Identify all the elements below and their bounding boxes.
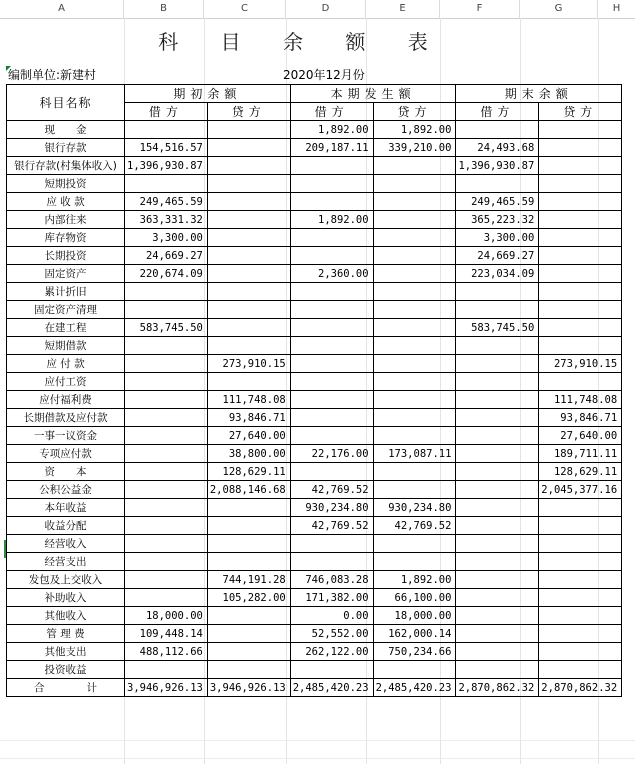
closing-credit-cell[interactable] (539, 625, 622, 643)
opening-debit-cell[interactable] (125, 445, 208, 463)
opening-debit-cell[interactable] (125, 175, 208, 193)
current-debit-cell[interactable]: 22,176.00 (290, 445, 373, 463)
column-header-d[interactable]: D (286, 0, 366, 18)
closing-debit-cell[interactable] (456, 301, 539, 319)
table-row (7, 355, 622, 373)
closing-credit-cell[interactable] (539, 139, 622, 157)
opening-debit-cell[interactable] (125, 121, 208, 139)
opening-credit-cell[interactable] (207, 247, 290, 265)
current-credit-cell[interactable] (373, 193, 456, 211)
table-row (7, 661, 622, 679)
current-debit-cell[interactable]: 42,769.52 (290, 481, 373, 499)
closing-credit-cell[interactable] (539, 337, 622, 355)
current-credit-cell[interactable] (373, 319, 456, 337)
current-debit-cell[interactable] (290, 373, 373, 391)
subject-cell[interactable]: 收益分配 (7, 517, 125, 535)
table-row (7, 175, 622, 193)
subject-cell[interactable]: 长期投资 (7, 247, 125, 265)
opening-debit-cell[interactable] (125, 283, 208, 301)
current-credit-cell[interactable]: 162,000.14 (373, 625, 456, 643)
current-debit-cell[interactable] (290, 535, 373, 553)
opening-credit-cell[interactable] (207, 193, 290, 211)
closing-credit-cell[interactable] (539, 157, 622, 175)
current-debit-cell[interactable] (290, 247, 373, 265)
closing-credit-cell[interactable] (539, 499, 622, 517)
closing-credit-cell[interactable]: 93,846.71 (539, 409, 622, 427)
current-debit-cell[interactable]: 1,892.00 (290, 211, 373, 229)
current-debit-cell[interactable]: 2,360.00 (290, 265, 373, 283)
closing-debit-cell[interactable] (456, 445, 539, 463)
opening-credit-cell[interactable]: 273,910.15 (207, 355, 290, 373)
closing-credit-cell[interactable] (539, 589, 622, 607)
closing-credit-cell[interactable] (539, 571, 622, 589)
opening-debit-cell[interactable]: 249,465.59 (125, 193, 208, 211)
table-row (7, 499, 622, 517)
current-debit-cell[interactable]: 52,552.00 (290, 625, 373, 643)
subject-cell[interactable]: 长期借款及应付款 (7, 409, 125, 427)
column-header-b[interactable]: B (124, 0, 204, 18)
table-row (7, 139, 622, 157)
closing-credit-cell[interactable] (539, 193, 622, 211)
closing-debit-cell[interactable]: 365,223.32 (456, 211, 539, 229)
period-label[interactable]: 2020年12月份 (283, 68, 365, 82)
current-credit-cell[interactable]: 42,769.52 (373, 517, 456, 535)
opening-debit-cell[interactable] (125, 589, 208, 607)
opening-debit-cell[interactable]: 1,396,930.87 (125, 157, 208, 175)
column-header-g[interactable]: G (520, 0, 598, 18)
column-header-bar (0, 0, 635, 19)
closing-debit-cell[interactable] (456, 643, 539, 661)
header-closing-balance[interactable]: 期末余额 (456, 85, 622, 103)
closing-debit-cell[interactable] (456, 571, 539, 589)
current-credit-cell[interactable]: 339,210.00 (373, 139, 456, 157)
opening-debit-cell[interactable] (125, 301, 208, 319)
opening-credit-cell[interactable]: 38,800.00 (207, 445, 290, 463)
header-opening-debit[interactable]: 借方 (125, 103, 208, 121)
subject-cell[interactable]: 在建工程 (7, 319, 125, 337)
opening-debit-cell[interactable] (125, 391, 208, 409)
closing-debit-cell[interactable]: 3,300.00 (456, 229, 539, 247)
closing-debit-cell[interactable] (456, 661, 539, 679)
opening-debit-cell[interactable]: 583,745.50 (125, 319, 208, 337)
current-debit-cell[interactable]: 930,234.80 (290, 499, 373, 517)
opening-debit-cell[interactable] (125, 481, 208, 499)
closing-debit-cell[interactable] (456, 355, 539, 373)
closing-credit-cell[interactable]: 27,640.00 (539, 427, 622, 445)
closing-debit-cell[interactable] (456, 517, 539, 535)
current-debit-cell[interactable] (290, 193, 373, 211)
closing-credit-cell[interactable] (539, 517, 622, 535)
closing-credit-cell[interactable] (539, 553, 622, 571)
opening-credit-cell[interactable]: 2,088,146.68 (207, 481, 290, 499)
table-row (7, 391, 622, 409)
subject-cell[interactable]: 累计折旧 (7, 283, 125, 301)
opening-credit-cell[interactable] (207, 373, 290, 391)
opening-credit-cell[interactable] (207, 499, 290, 517)
opening-debit-cell[interactable]: 488,112.66 (125, 643, 208, 661)
header-current-debit[interactable]: 借方 (290, 103, 373, 121)
opening-credit-cell[interactable]: 3,946,926.13 (207, 679, 290, 697)
table-row (7, 445, 622, 463)
current-credit-cell[interactable] (373, 355, 456, 373)
opening-credit-cell[interactable] (207, 139, 290, 157)
closing-debit-cell[interactable] (456, 535, 539, 553)
opening-credit-cell[interactable] (207, 643, 290, 661)
table-row (7, 535, 622, 553)
subject-cell[interactable]: 短期投资 (7, 175, 125, 193)
closing-debit-cell[interactable]: 1,396,930.87 (456, 157, 539, 175)
closing-credit-cell[interactable] (539, 283, 622, 301)
subject-cell[interactable]: 补助收入 (7, 589, 125, 607)
opening-debit-cell[interactable]: 3,946,926.13 (125, 679, 208, 697)
subject-cell[interactable]: 短期借款 (7, 337, 125, 355)
table-row (7, 337, 622, 355)
subject-cell[interactable]: 公积公益金 (7, 481, 125, 499)
current-debit-cell[interactable] (290, 553, 373, 571)
opening-debit-cell[interactable] (125, 535, 208, 553)
closing-credit-cell[interactable] (539, 175, 622, 193)
table-row (7, 193, 622, 211)
current-debit-cell[interactable]: 209,187.11 (290, 139, 373, 157)
current-credit-cell[interactable] (373, 661, 456, 679)
subject-cell[interactable]: 管 理 费 (7, 625, 125, 643)
opening-credit-cell[interactable] (207, 535, 290, 553)
column-header-e[interactable]: E (366, 0, 440, 18)
current-debit-cell[interactable]: 171,382.00 (290, 589, 373, 607)
opening-debit-cell[interactable]: 24,669.27 (125, 247, 208, 265)
opening-credit-cell[interactable] (207, 661, 290, 679)
closing-credit-cell[interactable]: 111,748.08 (539, 391, 622, 409)
table-row (7, 283, 622, 301)
closing-credit-cell[interactable]: 2,870,862.32 (539, 679, 622, 697)
opening-debit-cell[interactable]: 18,000.00 (125, 607, 208, 625)
total-row (7, 679, 622, 697)
current-credit-cell[interactable] (373, 481, 456, 499)
opening-debit-cell[interactable]: 154,516.57 (125, 139, 208, 157)
closing-credit-cell[interactable] (539, 373, 622, 391)
current-debit-cell[interactable] (290, 157, 373, 175)
subject-cell[interactable]: 银行存款(村集体收入) (7, 157, 125, 175)
closing-debit-cell[interactable] (456, 589, 539, 607)
opening-credit-cell[interactable] (207, 301, 290, 319)
subject-cell[interactable]: 库存物资 (7, 229, 125, 247)
current-credit-cell[interactable]: 930,234.80 (373, 499, 456, 517)
column-header-c[interactable]: C (204, 0, 286, 18)
current-credit-cell[interactable] (373, 175, 456, 193)
opening-credit-cell[interactable] (207, 517, 290, 535)
column-header-f[interactable]: F (440, 0, 520, 18)
current-credit-cell[interactable] (373, 391, 456, 409)
table-row (7, 553, 622, 571)
current-credit-cell[interactable] (373, 265, 456, 283)
subject-cell[interactable]: 其他收入 (7, 607, 125, 625)
closing-debit-cell[interactable]: 24,493.68 (456, 139, 539, 157)
current-credit-cell[interactable] (373, 463, 456, 481)
opening-debit-cell[interactable]: 363,331.32 (125, 211, 208, 229)
subject-cell[interactable]: 应付工资 (7, 373, 125, 391)
current-credit-cell[interactable]: 1,892.00 (373, 571, 456, 589)
closing-credit-cell[interactable] (539, 301, 622, 319)
opening-debit-cell[interactable]: 109,448.14 (125, 625, 208, 643)
closing-credit-cell[interactable]: 2,045,377.16 (539, 481, 622, 499)
table-row (7, 121, 622, 139)
subject-cell[interactable]: 固定资产清理 (7, 301, 125, 319)
closing-credit-cell[interactable]: 273,910.15 (539, 355, 622, 373)
table-row (7, 157, 622, 175)
opening-debit-cell[interactable] (125, 463, 208, 481)
table-row (7, 229, 622, 247)
closing-credit-cell[interactable] (539, 661, 622, 679)
closing-debit-cell[interactable]: 223,034.09 (456, 265, 539, 283)
opening-credit-cell[interactable] (207, 319, 290, 337)
subject-cell[interactable]: 一事一议资金 (7, 427, 125, 445)
current-credit-cell[interactable]: 750,234.66 (373, 643, 456, 661)
header-closing-credit[interactable]: 贷方 (539, 103, 622, 121)
opening-debit-cell[interactable] (125, 409, 208, 427)
current-credit-cell[interactable]: 66,100.00 (373, 589, 456, 607)
subject-cell[interactable]: 银行存款 (7, 139, 125, 157)
current-credit-cell[interactable]: 2,485,420.23 (373, 679, 456, 697)
closing-credit-cell[interactable] (539, 643, 622, 661)
current-credit-cell[interactable] (373, 337, 456, 355)
subject-cell[interactable]: 经营支出 (7, 553, 125, 571)
subject-cell[interactable]: 内部往来 (7, 211, 125, 229)
opening-debit-cell[interactable] (125, 553, 208, 571)
current-credit-cell[interactable] (373, 553, 456, 571)
opening-debit-cell[interactable] (125, 517, 208, 535)
current-debit-cell[interactable] (290, 283, 373, 301)
closing-credit-cell[interactable] (539, 319, 622, 337)
current-debit-cell[interactable] (290, 175, 373, 193)
current-debit-cell[interactable]: 0.00 (290, 607, 373, 625)
opening-credit-cell[interactable] (207, 175, 290, 193)
closing-credit-cell[interactable]: 128,629.11 (539, 463, 622, 481)
current-debit-cell[interactable]: 746,083.28 (290, 571, 373, 589)
current-debit-cell[interactable] (290, 229, 373, 247)
opening-debit-cell[interactable]: 220,674.09 (125, 265, 208, 283)
closing-credit-cell[interactable] (539, 247, 622, 265)
closing-debit-cell[interactable] (456, 427, 539, 445)
opening-credit-cell[interactable] (207, 157, 290, 175)
closing-debit-cell[interactable] (456, 337, 539, 355)
opening-credit-cell[interactable] (207, 211, 290, 229)
table-row (7, 571, 622, 589)
current-debit-cell[interactable] (290, 337, 373, 355)
subject-cell[interactable]: 发包及上交收入 (7, 571, 125, 589)
opening-credit-cell[interactable] (207, 229, 290, 247)
current-credit-cell[interactable] (373, 409, 456, 427)
subject-cell[interactable]: 资 本 (7, 463, 125, 481)
table-row (7, 265, 622, 283)
table-row (7, 481, 622, 499)
subject-cell[interactable]: 投资收益 (7, 661, 125, 679)
column-header-h[interactable]: H (612, 3, 621, 14)
closing-credit-cell[interactable] (539, 535, 622, 553)
current-credit-cell[interactable] (373, 535, 456, 553)
subject-cell[interactable]: 合 计 (7, 679, 125, 697)
opening-credit-cell[interactable] (207, 121, 290, 139)
current-credit-cell[interactable]: 1,892.00 (373, 121, 456, 139)
closing-credit-cell[interactable] (539, 121, 622, 139)
current-debit-cell[interactable] (290, 319, 373, 337)
closing-debit-cell[interactable] (456, 121, 539, 139)
table-row (7, 517, 622, 535)
opening-credit-cell[interactable]: 744,191.28 (207, 571, 290, 589)
table-row (7, 625, 622, 643)
column-header-a[interactable]: A (0, 0, 124, 18)
closing-credit-cell[interactable] (539, 211, 622, 229)
closing-debit-cell[interactable] (456, 481, 539, 499)
current-credit-cell[interactable] (373, 301, 456, 319)
closing-debit-cell[interactable] (456, 625, 539, 643)
current-debit-cell[interactable] (290, 661, 373, 679)
current-credit-cell[interactable] (373, 247, 456, 265)
opening-credit-cell[interactable]: 128,629.11 (207, 463, 290, 481)
current-credit-cell[interactable] (373, 229, 456, 247)
table-row (7, 211, 622, 229)
opening-credit-cell[interactable]: 27,640.00 (207, 427, 290, 445)
current-debit-cell[interactable]: 262,122.00 (290, 643, 373, 661)
closing-credit-cell[interactable] (539, 229, 622, 247)
opening-debit-cell[interactable]: 3,300.00 (125, 229, 208, 247)
opening-debit-cell[interactable] (125, 337, 208, 355)
header-subject[interactable]: 科目名称 (7, 85, 125, 121)
header-current-period[interactable]: 本期发生额 (290, 85, 456, 103)
subject-cell[interactable]: 应付福利费 (7, 391, 125, 409)
closing-debit-cell[interactable] (456, 175, 539, 193)
current-debit-cell[interactable] (290, 409, 373, 427)
opening-credit-cell[interactable]: 93,846.71 (207, 409, 290, 427)
opening-credit-cell[interactable] (207, 625, 290, 643)
table-row (7, 643, 622, 661)
closing-credit-cell[interactable] (539, 607, 622, 625)
closing-debit-cell[interactable] (456, 283, 539, 301)
subject-cell[interactable]: 其他支出 (7, 643, 125, 661)
table-row (7, 463, 622, 481)
opening-credit-cell[interactable] (207, 607, 290, 625)
closing-debit-cell[interactable] (456, 409, 539, 427)
current-credit-cell[interactable] (373, 211, 456, 229)
closing-debit-cell[interactable] (456, 607, 539, 625)
opening-credit-cell[interactable] (207, 553, 290, 571)
current-credit-cell[interactable] (373, 427, 456, 445)
closing-debit-cell[interactable] (456, 463, 539, 481)
table-row (7, 409, 622, 427)
closing-credit-cell[interactable] (539, 265, 622, 283)
closing-debit-cell[interactable] (456, 553, 539, 571)
table-row (7, 301, 622, 319)
current-debit-cell[interactable]: 2,485,420.23 (290, 679, 373, 697)
opening-credit-cell[interactable]: 105,282.00 (207, 589, 290, 607)
current-debit-cell[interactable]: 1,892.00 (290, 121, 373, 139)
balance-table (6, 84, 622, 697)
closing-debit-cell[interactable] (456, 391, 539, 409)
opening-debit-cell[interactable] (125, 355, 208, 373)
subject-cell[interactable]: 现 金 (7, 121, 125, 139)
table-row (7, 319, 622, 337)
closing-credit-cell[interactable]: 189,711.11 (539, 445, 622, 463)
closing-debit-cell[interactable]: 24,669.27 (456, 247, 539, 265)
table-row (7, 427, 622, 445)
current-credit-cell[interactable] (373, 157, 456, 175)
unit-label[interactable]: 编制单位:新建村 (8, 68, 97, 82)
opening-credit-cell[interactable] (207, 337, 290, 355)
opening-debit-cell[interactable] (125, 661, 208, 679)
current-credit-cell[interactable]: 18,000.00 (373, 607, 456, 625)
closing-debit-cell[interactable]: 2,870,862.32 (456, 679, 539, 697)
sheet-title[interactable]: 科 目 余 额 表 (158, 30, 446, 54)
opening-debit-cell[interactable] (125, 373, 208, 391)
current-debit-cell[interactable]: 42,769.52 (290, 517, 373, 535)
current-debit-cell[interactable] (290, 427, 373, 445)
opening-debit-cell[interactable] (125, 571, 208, 589)
opening-credit-cell[interactable] (207, 283, 290, 301)
opening-credit-cell[interactable]: 111,748.08 (207, 391, 290, 409)
header-opening-balance[interactable]: 期初余额 (125, 85, 291, 103)
closing-debit-cell[interactable] (456, 373, 539, 391)
closing-debit-cell[interactable] (456, 499, 539, 517)
current-debit-cell[interactable] (290, 301, 373, 319)
subject-cell[interactable]: 应 付 款 (7, 355, 125, 373)
subject-cell[interactable]: 本年收益 (7, 499, 125, 517)
header-closing-debit[interactable]: 借方 (456, 103, 539, 121)
opening-debit-cell[interactable] (125, 499, 208, 517)
table-row (7, 373, 622, 391)
opening-credit-cell[interactable] (207, 265, 290, 283)
subject-cell[interactable]: 固定资产 (7, 265, 125, 283)
current-debit-cell[interactable] (290, 355, 373, 373)
subject-cell[interactable]: 经营收入 (7, 535, 125, 553)
subject-cell[interactable]: 应 收 款 (7, 193, 125, 211)
current-debit-cell[interactable] (290, 391, 373, 409)
table-row (7, 607, 622, 625)
header-current-credit[interactable]: 贷方 (373, 103, 456, 121)
current-credit-cell[interactable] (373, 373, 456, 391)
subject-cell[interactable]: 专项应付款 (7, 445, 125, 463)
current-credit-cell[interactable] (373, 283, 456, 301)
closing-debit-cell[interactable]: 249,465.59 (456, 193, 539, 211)
opening-debit-cell[interactable] (125, 427, 208, 445)
table-row (7, 589, 622, 607)
current-credit-cell[interactable]: 173,087.11 (373, 445, 456, 463)
table-row (7, 247, 622, 265)
closing-debit-cell[interactable]: 583,745.50 (456, 319, 539, 337)
current-debit-cell[interactable] (290, 463, 373, 481)
header-opening-credit[interactable]: 贷方 (207, 103, 290, 121)
